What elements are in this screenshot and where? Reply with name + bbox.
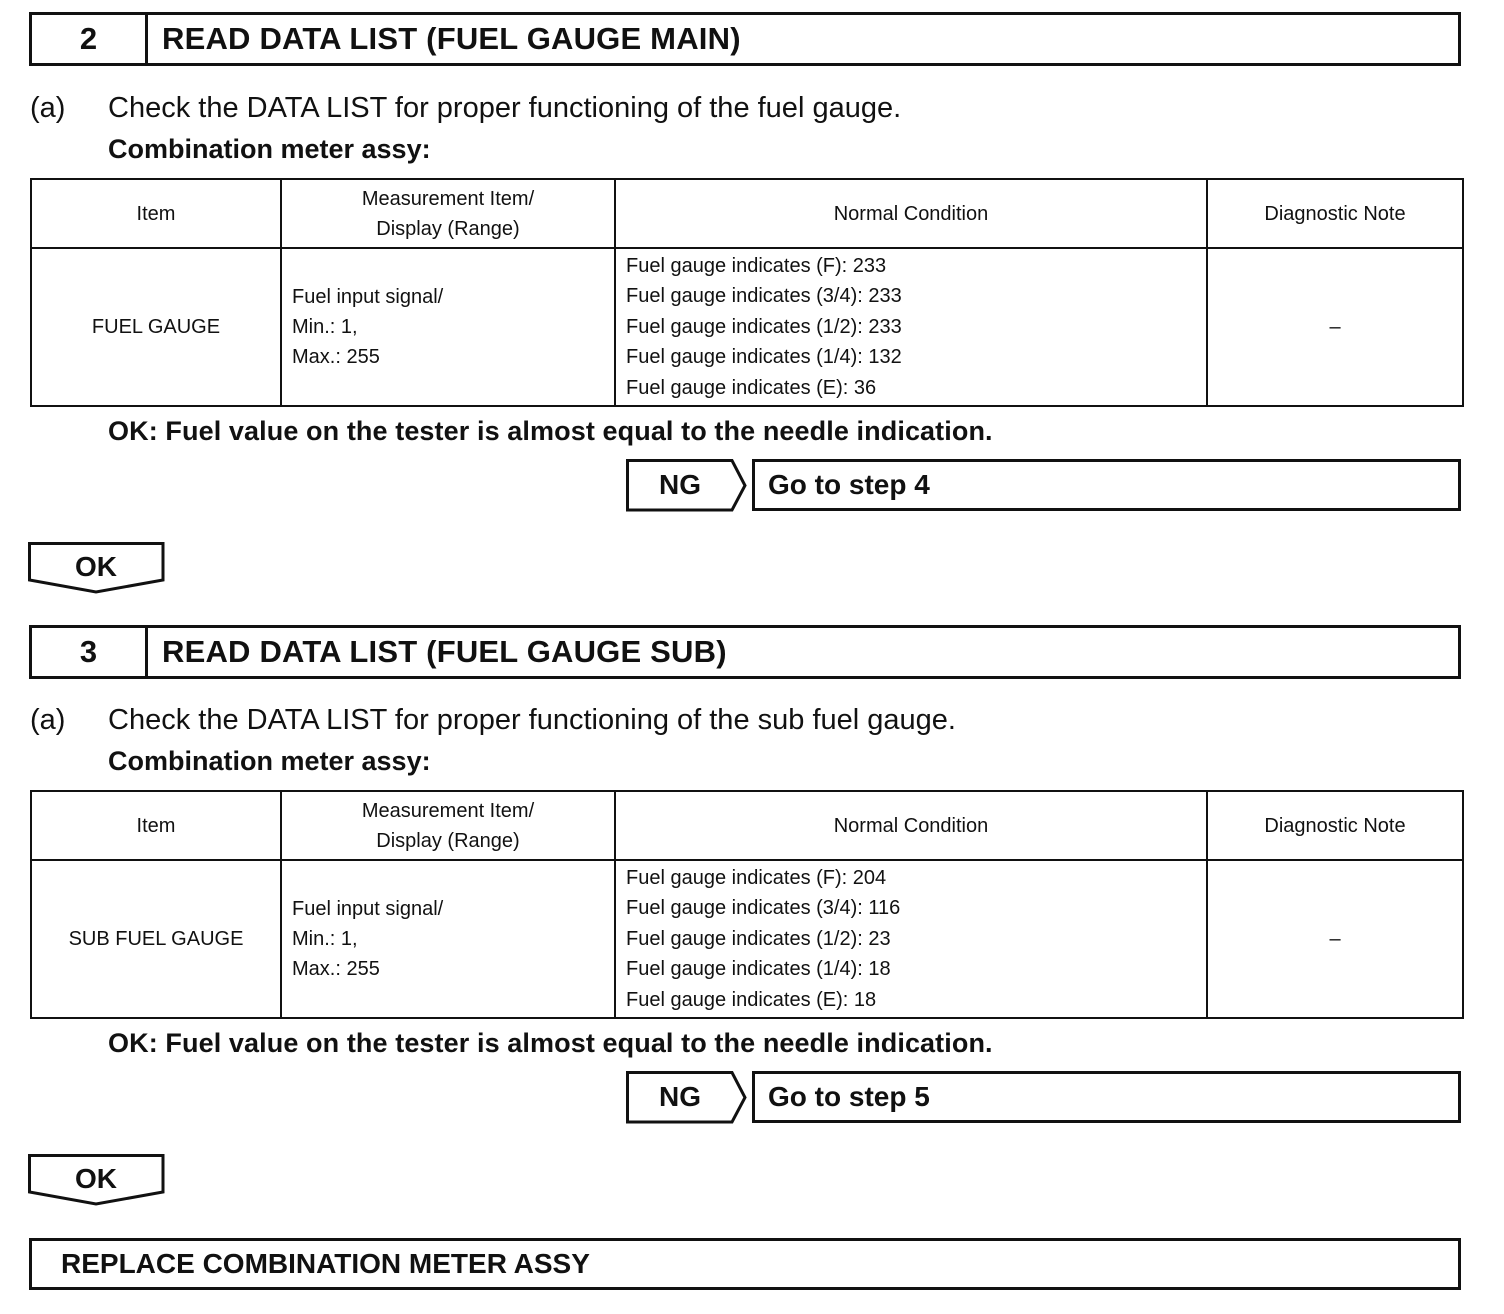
table-header-row — [31, 791, 1463, 860]
header-diagnostic-note: Diagnostic Note — [1207, 179, 1463, 248]
ng-branch-box[interactable] — [626, 459, 746, 511]
header-item: Item — [31, 179, 281, 248]
table-row — [31, 248, 1463, 406]
table-header-row — [31, 179, 1463, 248]
condition-cell — [615, 860, 1207, 1018]
condition-line: Fuel gauge indicates (E): 18 — [626, 988, 877, 1011]
header-measurement-line-1: Measurement Item/ — [361, 187, 535, 210]
paragraph-label: (a) — [30, 704, 66, 736]
condition-cell — [615, 248, 1207, 406]
condition-line: Fuel gauge indicates (E): 36 — [626, 376, 877, 399]
ng-branch-box[interactable] — [626, 1071, 746, 1123]
step-number: 2 — [32, 15, 148, 63]
ok-criteria: OK: Fuel value on the tester is almost equal to the needle indication. — [108, 416, 993, 446]
measurement-cell — [281, 860, 615, 1018]
table-row — [31, 860, 1463, 1018]
step-title: READ DATA LIST (FUEL GAUGE MAIN) — [162, 21, 741, 56]
header-item: Item — [31, 791, 281, 860]
condition-line: Fuel gauge indicates (1/2): 23 — [626, 927, 891, 950]
header-diagnostic-note: Diagnostic Note — [1207, 791, 1463, 860]
item-cell: FUEL GAUGE — [31, 248, 281, 406]
data-list-table — [30, 178, 1464, 407]
ok-branch-arrow[interactable] — [28, 542, 166, 594]
header-measurement-line-2: Display (Range) — [376, 217, 520, 240]
ok-criteria: OK: Fuel value on the tester is almost equal to the needle indication. — [108, 1028, 993, 1058]
measurement-line: Fuel input signal/ — [292, 286, 444, 308]
instruction-paragraph — [30, 704, 956, 737]
condition-line: Fuel gauge indicates (3/4): 233 — [626, 285, 902, 308]
paragraph-text: Check the DATA LIST for proper functioning of the sub fuel gauge. — [108, 704, 956, 736]
ng-label: NG — [659, 469, 701, 500]
header-measurement-line-1: Measurement Item/ — [361, 799, 535, 822]
data-list-table — [30, 790, 1464, 1019]
goto-step-link[interactable]: Go to step 4 — [752, 459, 1461, 511]
condition-line: Fuel gauge indicates (1/4): 132 — [626, 346, 902, 369]
paragraph-label: (a) — [30, 92, 66, 124]
header-normal-condition: Normal Condition — [615, 179, 1207, 248]
condition-line: Fuel gauge indicates (F): 204 — [626, 866, 887, 889]
ok-label: OK — [75, 551, 117, 582]
diagnostic-note-cell: – — [1207, 248, 1463, 406]
step-title: READ DATA LIST (FUEL GAUGE SUB) — [162, 634, 727, 669]
diagnostic-note-cell: – — [1207, 860, 1463, 1018]
ng-label: NG — [659, 1081, 701, 1112]
ok-label: OK — [75, 1163, 117, 1194]
header-normal-condition: Normal Condition — [615, 791, 1207, 860]
ok-branch-arrow[interactable] — [28, 1154, 166, 1206]
measurement-line: Min.: 1, — [292, 928, 358, 950]
header-measurement — [281, 179, 615, 248]
header-measurement-line-2: Display (Range) — [376, 829, 520, 852]
step-number: 3 — [32, 628, 148, 676]
subheading: Combination meter assy: — [108, 746, 431, 776]
measurement-line: Min.: 1, — [292, 316, 358, 338]
final-step-box: REPLACE COMBINATION METER ASSY — [29, 1238, 1461, 1290]
measurement-line: Max.: 255 — [292, 958, 380, 980]
subheading: Combination meter assy: — [108, 134, 431, 164]
condition-line: Fuel gauge indicates (3/4): 116 — [626, 897, 901, 920]
step-2-header — [29, 12, 1461, 66]
paragraph-text: Check the DATA LIST for proper functioning of the fuel gauge. — [108, 92, 902, 124]
instruction-paragraph — [30, 92, 901, 125]
condition-line: Fuel gauge indicates (1/2): 233 — [626, 315, 902, 338]
condition-line: Fuel gauge indicates (1/4): 18 — [626, 958, 891, 981]
item-cell: SUB FUEL GAUGE — [31, 860, 281, 1018]
step-3-header — [29, 625, 1461, 679]
header-measurement — [281, 791, 615, 860]
condition-line: Fuel gauge indicates (F): 233 — [626, 254, 887, 277]
goto-step-link[interactable]: Go to step 5 — [752, 1071, 1461, 1123]
measurement-line: Max.: 255 — [292, 346, 380, 368]
measurement-line: Fuel input signal/ — [292, 898, 444, 920]
measurement-cell — [281, 248, 615, 406]
